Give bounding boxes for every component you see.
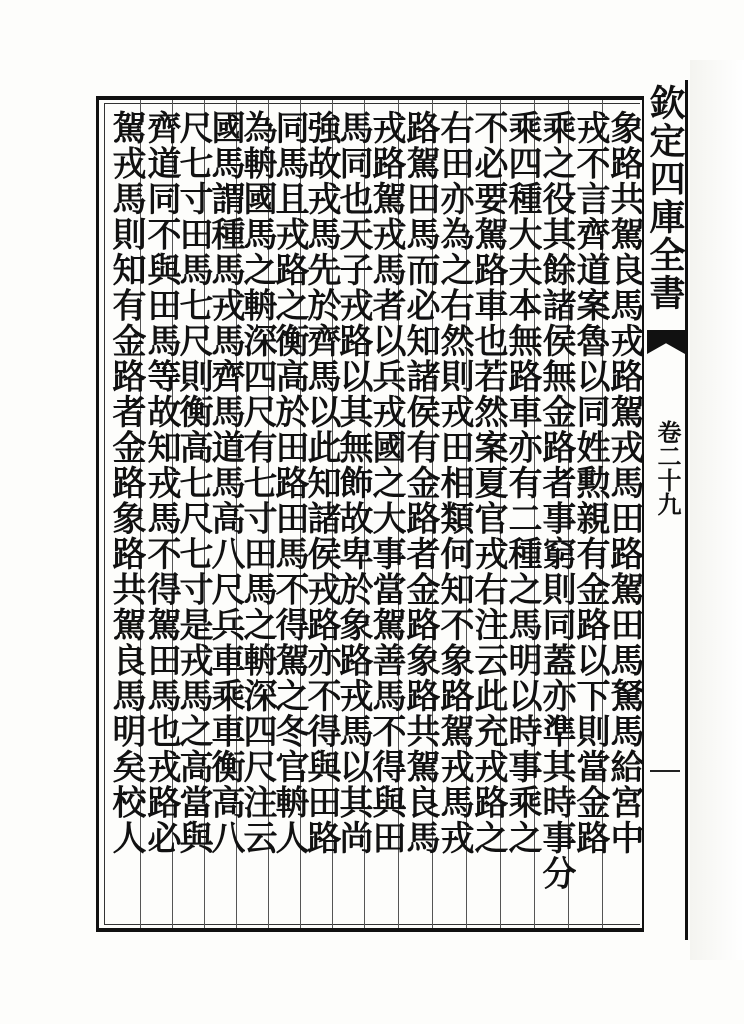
text-column-1: 象路共駕良馬戎路駕戎馬田路駕田馬駑馬給宮中 — [604, 110, 644, 856]
text-column-3: 乘之役其餘諸侯無金路者事窮則同蓋亦準其時事分 — [536, 110, 576, 891]
text-column-16: 駕戎馬則知有金路者金路象路共駕良馬明矣校人 — [106, 110, 146, 856]
text-column-9: 馬同也天子戎路以其無飾故卑於象路戎馬以其尚 — [333, 110, 373, 856]
text-column-10: 強故戎馬先於齊馬以此知諸侯戎路亦不得與田路 — [301, 110, 341, 856]
text-column-5: 不必要駕路車也若然案夏官戎右注云此充戎路之 — [468, 110, 508, 856]
text-column-2: 戎不言齊道案魯以同姓勲親有金路以下則當金路 — [570, 110, 610, 856]
banner-bottom-rule — [650, 770, 680, 792]
text-column-11: 同馬且戎路之衡高於田路田馬不得駕之冬官輈人 — [269, 110, 309, 856]
text-column-13: 國馬謂種馬戎馬齊馬道馬高八尺兵車乘車衡高八 — [205, 110, 245, 856]
text-column-8: 戎路駕戎馬者以兵戎國之大事當駕善馬不得與田 — [366, 110, 406, 856]
text-column-4: 乘四種大夫本無路車亦有二種之馬明以時事乘之 — [502, 110, 542, 856]
text-column-6: 右田亦為之右然則戎田相類何知不象路駕戎馬戎 — [434, 110, 474, 856]
text-column-14: 尺七寸田馬七尺則衡高七尺七寸是戎馬之高當與 — [173, 110, 213, 856]
volume-label: 卷二十九 — [653, 420, 682, 516]
book-title: 欽定四庫全書 — [644, 84, 686, 312]
text-column-15: 齊道同不與田馬等故知戎馬不得駕田馬也戎路必 — [141, 110, 181, 856]
text-column-12: 為輈國馬之輈深四尺有七寸田馬之輈深四尺注云 — [237, 110, 277, 856]
text-column-7: 路駕田馬而必知諸侯有金路者金路象路共駕良馬 — [400, 110, 440, 856]
page-edge-shadow — [690, 60, 744, 960]
